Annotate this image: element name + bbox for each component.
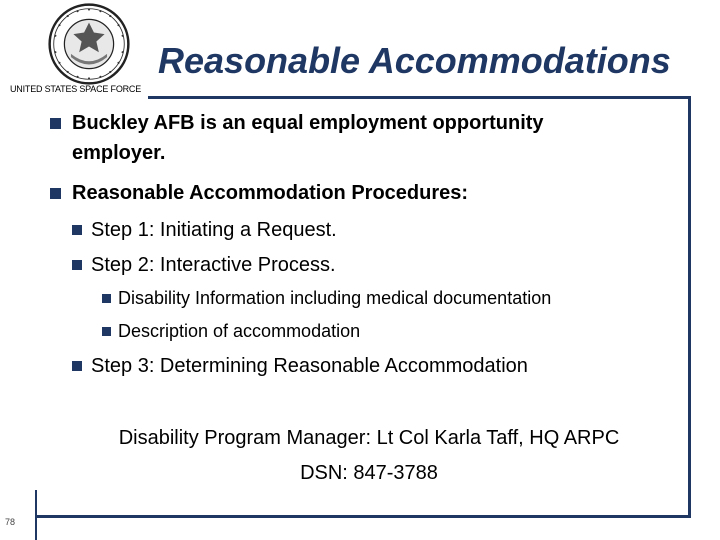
department-seal-icon — [48, 3, 130, 85]
program-manager-line: Disability Program Manager: Lt Col Karla Taff, HQ ARPC — [118, 427, 620, 449]
square-bullet-icon — [102, 294, 111, 303]
square-bullet-icon — [102, 327, 111, 336]
bullet-text — [72, 108, 544, 168]
square-bullet-icon — [72, 260, 82, 270]
list-item — [72, 215, 337, 245]
title-underline — [148, 96, 689, 99]
list-item — [72, 250, 336, 280]
bullet-text: Step 2: Interactive Process. — [91, 254, 336, 276]
bullet-text: Step 1: Initiating a Request. — [91, 219, 337, 241]
bullet-text: Disability Information including medical documentation — [118, 288, 552, 308]
bullet-text: Step 3: Determining Reasonable Accommodation — [91, 355, 528, 377]
bullet-line: employer. — [72, 142, 166, 164]
list-item — [102, 285, 551, 311]
list-item — [72, 351, 528, 381]
page-number: 78 — [5, 517, 16, 527]
list-item — [50, 178, 468, 208]
list-item — [50, 108, 544, 168]
bullet-text: Description of accommodation — [118, 321, 361, 341]
organization-name: UNITED STATES SPACE FORCE — [10, 84, 142, 94]
list-item — [102, 318, 360, 344]
right-border-line — [688, 96, 691, 516]
bullet-line: Buckley AFB is an equal employment opportunity — [72, 112, 544, 134]
square-bullet-icon — [50, 118, 61, 129]
bullet-text: Reasonable Accommodation Procedures: — [72, 182, 469, 204]
square-bullet-icon — [72, 361, 82, 371]
left-border-line — [35, 490, 37, 540]
square-bullet-icon — [72, 225, 82, 235]
square-bullet-icon — [50, 188, 61, 199]
bottom-border-line — [36, 515, 691, 518]
slide-title: Reasonable Accommodations — [158, 40, 671, 81]
dsn-line: DSN: 847-3788 — [300, 462, 438, 484]
